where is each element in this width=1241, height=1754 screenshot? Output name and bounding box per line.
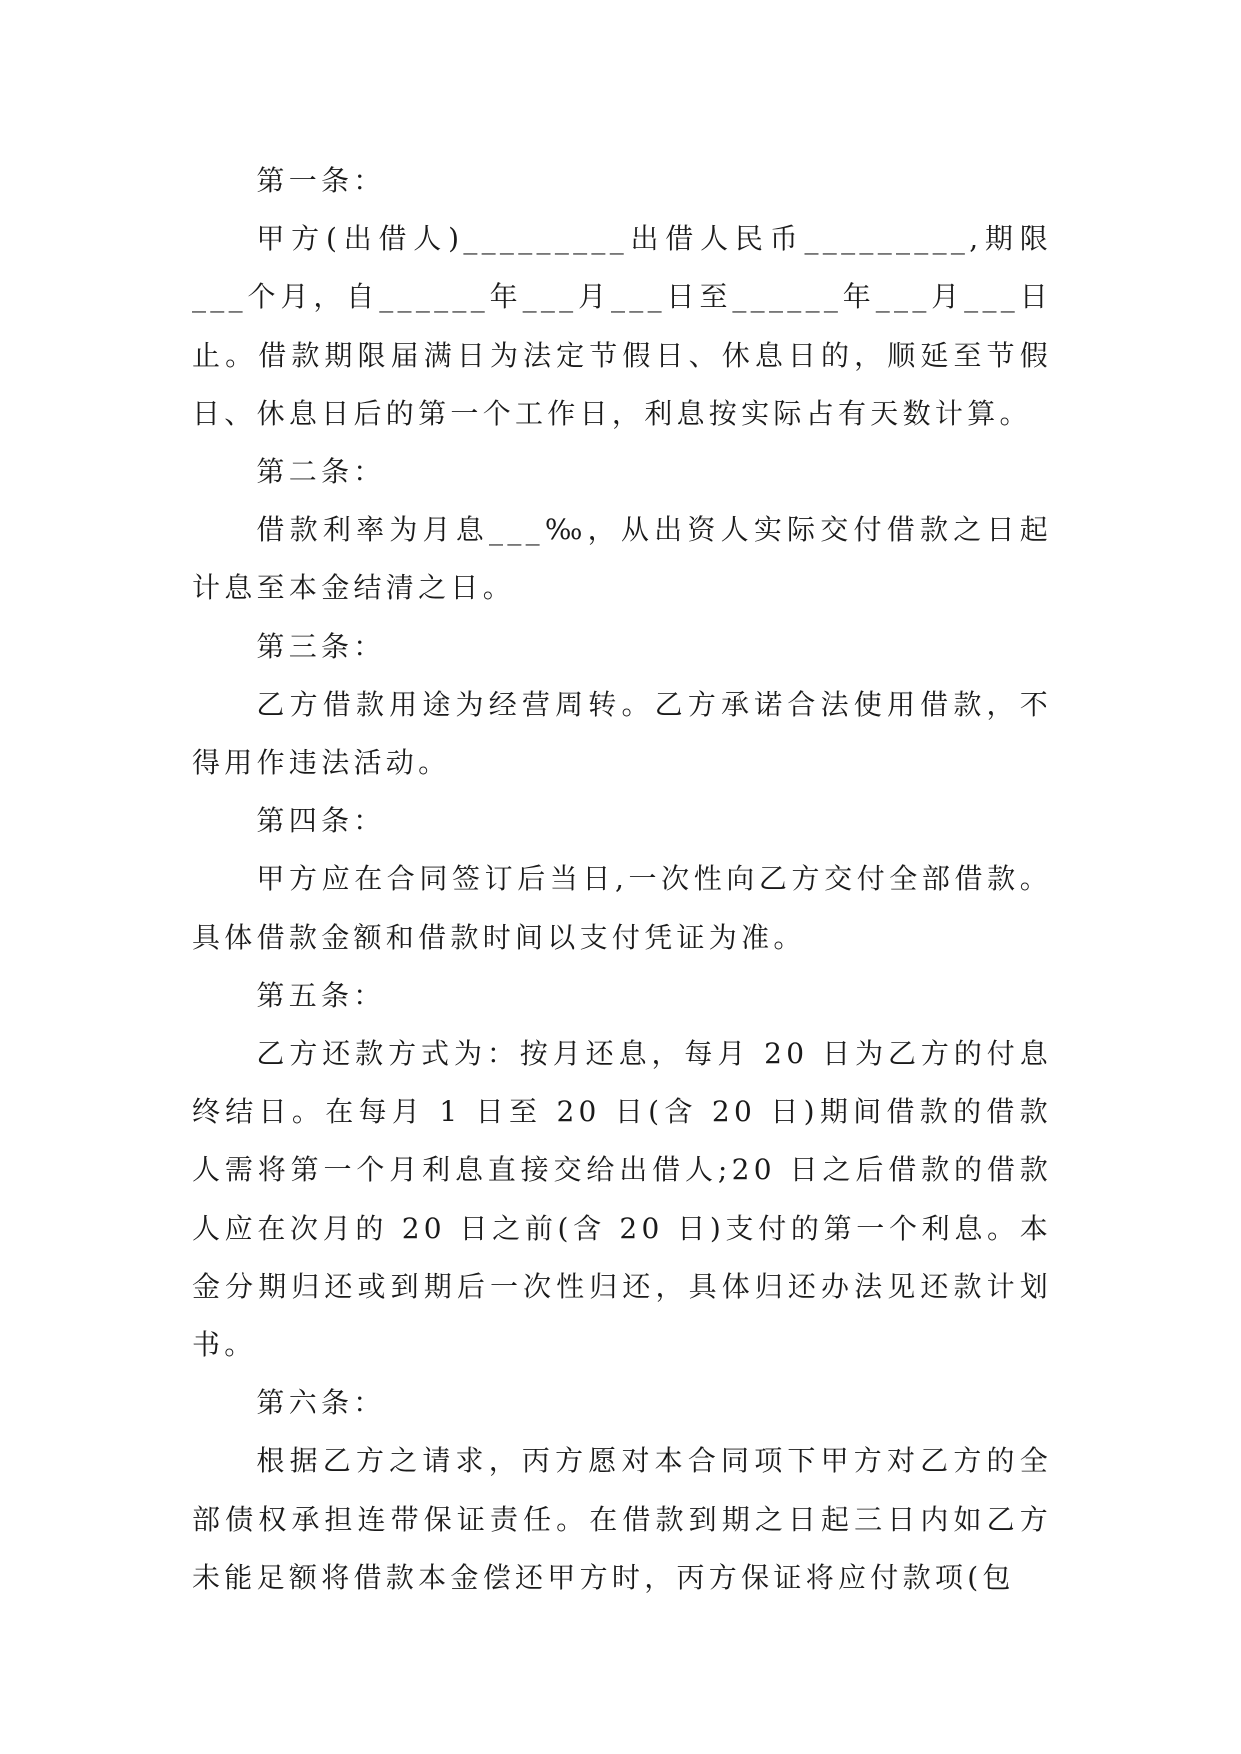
article-2-body: 借款利率为月息___‰，从出资人实际交付借款之日起计息至本金结清之日。	[192, 513, 1052, 605]
article-3-body: 乙方借款用途为经营周转。乙方承诺合法使用借款，不得用作违法活动。	[192, 687, 1052, 780]
article-5-body: 乙方还款方式为：按月还息，每月 20 日为乙方的付息终结日。在每月 1 日至 20 日(含 20 日)期间借款的借款人需将第一个月利息直接交给出借人;20 日之后借款的借款人应在次月的 20 日之前(含 20 日)支付的第一个利息。本金分期归还或到期后一次性归还，具体归还办法见还款计划书。	[192, 1037, 1052, 1362]
article-4-heading: 第四条：	[256, 804, 386, 838]
article-1-heading: 第一条：	[256, 164, 386, 197]
article-1-body: 甲方(出借人)_________出借人民币_________,期限___个月，自______年___月___日至______年___月___日止。借款期限届满日为法定节假日、休息日的，顺延至节假日、休息日后的第一个工作日，利息按实际占有天数计算。	[192, 222, 1052, 430]
article-4-body: 甲方应在合同签订后当日,一次性向乙方交付全部借款。具体借款金额和借款时间以支付凭证为准。	[192, 862, 1052, 954]
document-body	[192, 152, 1052, 1607]
article-6-body: 根据乙方之请求，丙方愿对本合同项下甲方对乙方的全部债权承担连带保证责任。在借款到期之日起三日内如乙方未能足额将借款本金偿还甲方时，丙方保证将应付款项(包	[192, 1444, 1052, 1594]
article-6-heading: 第六条：	[256, 1386, 386, 1420]
article-2-heading: 第二条：	[256, 455, 386, 489]
article-5-heading: 第五条：	[256, 978, 386, 1012]
article-3-heading: 第三条：	[256, 629, 386, 663]
